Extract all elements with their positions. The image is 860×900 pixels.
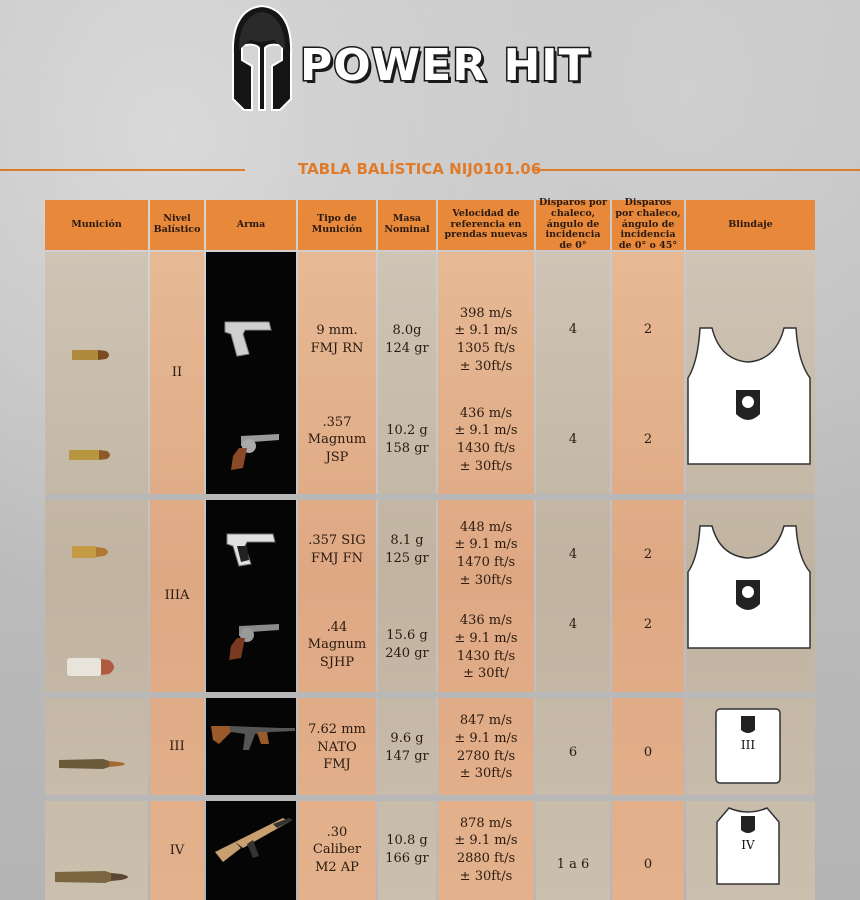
header-disparos-45: Disparos por chaleco, ángulo de incidencia de 0° o 45° (612, 200, 684, 250)
vest-level-iiia-icon (686, 522, 812, 652)
rifle-scar-icon (213, 812, 297, 866)
row-velocity: 878 m/s ± 9.1 m/s 2880 ft/s ± 30ft/s (454, 815, 518, 884)
row-shots-45: 0 (643, 744, 653, 760)
header-velocidad: Velocidad de referencia en prendas nuevas (438, 200, 534, 250)
row-shots-0: 6 (568, 744, 578, 760)
row-shots-0: 4 (568, 547, 578, 563)
row-mass: 10.2 g 158 gr (385, 423, 429, 456)
row-mass: 15.6 g 240 gr (385, 628, 429, 661)
table-title: TABLA BALÍSTICA NIJ0101.06 (298, 160, 542, 178)
revolver-44-icon (221, 618, 281, 662)
level-iiia: IIIA (164, 588, 190, 604)
row-velocity: 448 m/s ± 9.1 m/s 1470 ft/s ± 30ft/s (454, 519, 518, 588)
row-shots-45: 2 (643, 617, 653, 633)
header-tipo: Tipo de Munición (298, 200, 376, 250)
spartan-helmet-icon (230, 4, 294, 112)
header-disparos-0: Disparos por chaleco, ángulo de incidencia de 0° (536, 200, 610, 250)
header-blindaje: Blindaje (686, 200, 815, 250)
bullet-357-magnum-icon (69, 448, 113, 462)
row-ammo-type: .357 SIG FMJ FN (308, 533, 366, 566)
row-velocity: 436 m/s ± 9.1 m/s 1430 ft/s ± 30ft/ (454, 613, 518, 682)
pistol-sig-icon (225, 528, 279, 568)
header-masa: Masa Nominal (378, 200, 436, 250)
plate-level-iii-label: III (740, 738, 756, 752)
header-nivel: Nivel Balístico (150, 200, 204, 250)
row-velocity: 847 m/s ± 9.1 m/s 2780 ft/s ± 30ft/s (454, 713, 518, 782)
plate-level-iv-label: IV (741, 838, 755, 852)
row-ammo-type: 9 mm. FMJ RN (310, 323, 364, 356)
row-shots-45: 0 (643, 857, 653, 873)
row-mass: 8.1 g 125 gr (385, 533, 429, 566)
row-ammo-type: .44 Magnum SJHP (307, 619, 367, 670)
row-velocity: 398 m/s ± 9.1 m/s 1305 ft/s ± 30ft/s (454, 305, 518, 374)
brand-logo (230, 4, 600, 112)
bullet-357-sig-icon (72, 544, 112, 560)
level-iv: IV (169, 842, 185, 858)
row-ammo-type: .357 Magnum JSP (307, 414, 367, 465)
title-divider-left (0, 169, 245, 171)
row-shots-45: 2 (643, 432, 653, 448)
row-mass: 9.6 g 147 gr (385, 730, 429, 764)
row-velocity: 436 m/s ± 9.1 m/s 1430 ft/s ± 30ft/s (454, 405, 518, 474)
brand-name: POWER HIT (300, 40, 590, 91)
bullet-9mm-icon (72, 348, 112, 362)
row-shots-0: 4 (568, 432, 578, 448)
pistol-icon (223, 318, 275, 358)
row-mass: 10.8 g 166 gr (385, 833, 429, 866)
row-shots-0: 4 (568, 617, 578, 633)
row-shots-45: 2 (643, 322, 653, 338)
bullet-762-nato-icon (59, 756, 131, 772)
title-divider-right (535, 169, 860, 171)
level-iii: III (169, 738, 185, 754)
revolver-icon (225, 428, 281, 472)
header-municion: Munición (45, 200, 148, 250)
header-arma: Arma (206, 200, 296, 250)
ballistic-table (45, 196, 815, 900)
row-ammo-type: 7.62 mm NATO FMJ (308, 722, 366, 773)
row-mass: 8.0g 124 gr (385, 323, 429, 356)
level-ii: II (171, 365, 183, 381)
bullet-44-magnum-icon (67, 656, 119, 678)
row-shots-0: 1 a 6 (556, 857, 590, 873)
rifle-ak-icon (211, 720, 295, 756)
row-shots-0: 4 (568, 322, 578, 338)
row-shots-45: 2 (643, 547, 653, 563)
bullet-30-caliber-icon (55, 868, 135, 886)
vest-level-ii-icon (686, 322, 812, 468)
row-ammo-type: .30 Caliber M2 AP (312, 824, 362, 875)
